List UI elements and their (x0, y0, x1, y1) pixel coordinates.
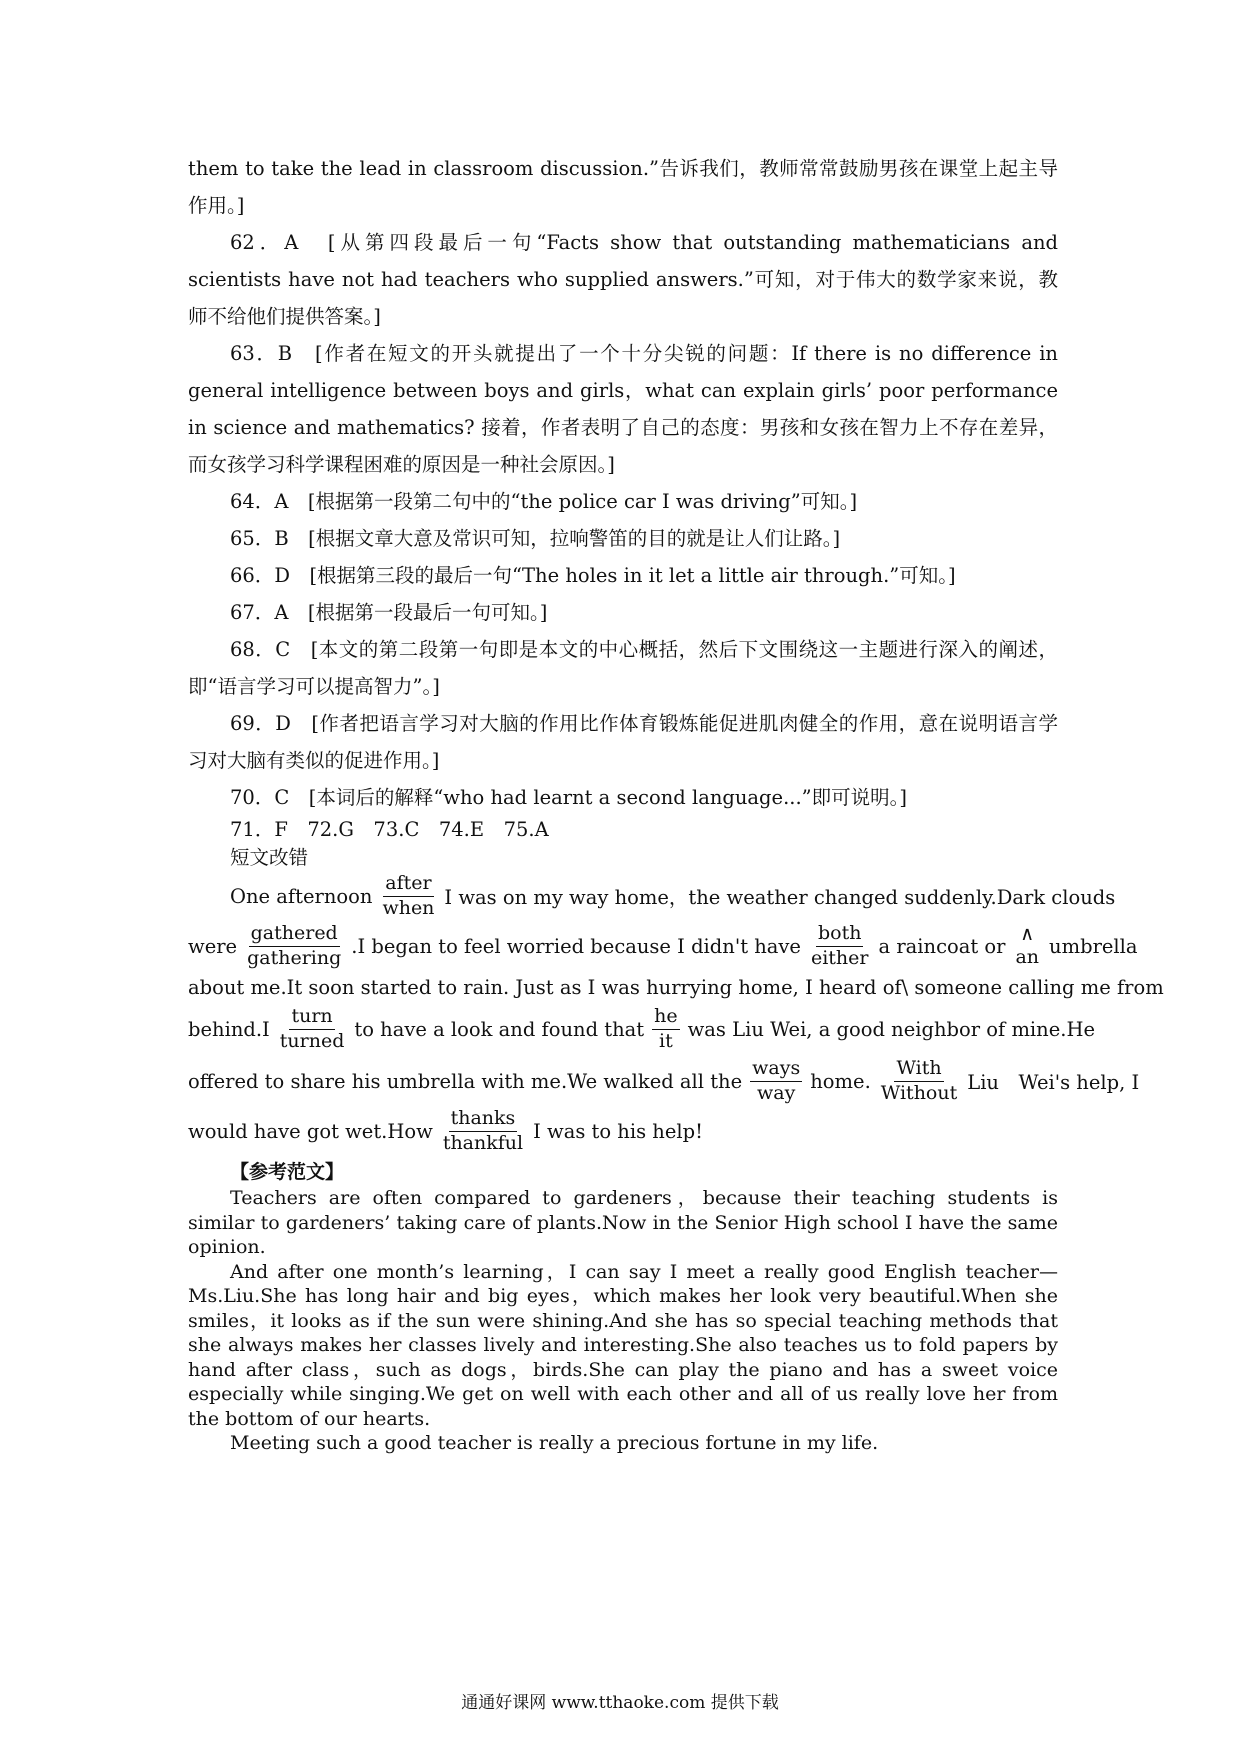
essay-paragraph-3: Meeting such a good teacher is really a precious fortune in my life. (230, 1432, 879, 1454)
answer-65: 65．B [根据文章大意及常识可知，拉响警笛的目的就是让人们让路。] (230, 527, 841, 550)
correction-line-3: about me.It soon started to rain. Just as I was hurrying home, I heard of\ someone calling me from (188, 975, 1164, 999)
answer-67: 67．A [根据第一段最后一句可知。] (230, 601, 548, 624)
answer-62: 62．A [从第四段最后一句“Facts show that outstanding mathematicians and scientists have not had teachers who supplied answers.”可知，对于伟大的数学家来说，教师不给他们提供答案。] (188, 231, 1058, 328)
answer-69: 69．D [作者把语言学习对大脑的作用比作体育锻炼能促进肌肉健全的作用，意在说明语言学习对大脑有类似的促进作用。] (188, 712, 1058, 772)
answer-70: 70．C [本词后的解释“who had learnt a second language...”即可说明。] (230, 786, 907, 809)
answer-continuation: them to take the lead in classroom discussion.”告诉我们，教师常常鼓励男孩在课堂上起主导作用。] (188, 157, 1058, 217)
correction-heading: 短文改错 (230, 846, 309, 869)
correction-line-1: One afternoon $\frac{\text{after}}{\text{when}}$ I was on my way home，the weather changed suddenly.Dark clouds (230, 871, 1116, 919)
essay-heading: 【参考范文】 (230, 1161, 345, 1183)
essay-paragraph-1: Teachers are often compared to gardeners，because their teaching students is similar to gardeners’ taking care of plants.Now in the Senior High school I have the same opinion. (188, 1187, 1058, 1258)
answer-66: 66．D [根据第三段的最后一句“The holes in it let a little air through.”可知。] (230, 564, 956, 587)
correction-mark: $\frac{\text{ways}}{\text{way}}$ (752, 1056, 801, 1104)
correction-mark: $\frac{\text{gathered}}{\text{gathering}}$ (247, 921, 342, 969)
insertion-mark: ∧ an (1015, 923, 1040, 968)
page-footer: 通通好课网 www.tthaoke.com 提供下载 (461, 1693, 779, 1713)
answer-71-75: 71．F 72.G 73.C 74.E 75.A (230, 818, 549, 841)
correction-mark: $\frac{\text{both}}{\text{either}}$ (810, 921, 869, 969)
correction-line-2: were $\frac{\text{gathered}}{\text{gathering}}$ .I began to feel worried because I didn't have $\frac{\text{both}}{\text{either}}$ a raincoat or ∧ an umbrella (188, 921, 1138, 969)
correction-mark: $\frac{\text{With}}{\text{Without}}$ (880, 1056, 958, 1104)
correction-passage (188, 871, 1164, 1156)
correction-mark: $\frac{\text{after}}{\text{when}}$ (382, 871, 435, 919)
correction-mark: $\frac{\text{turn}}{\text{turned}}$ (279, 1004, 345, 1052)
answer-64: 64．A [根据第一段第二句中的“the police car I was driving”可知。] (230, 490, 858, 513)
correction-line-4: behind.I $\frac{\text{turn}}{\text{turned}}$ to have a look and found that $\frac{he}{it}$ was Liu Wei, a good neighbor of mine.He (188, 1004, 1096, 1052)
correction-mark: $\frac{\text{thanks}}{\text{thankful}}$ (442, 1106, 524, 1154)
answer-68: 68．C [本文的第二段第一句即是本文的中心概括，然后下文围绕这一主题进行深入的阐述，即“语言学习可以提高智力”。] (188, 638, 1058, 698)
sample-essay (188, 1158, 1058, 1456)
answer-page (188, 150, 1164, 1456)
correction-mark: $\frac{he}{it}$ (654, 1004, 678, 1052)
essay-paragraph-2: And after one month’s learning，I can say I meet a really good English teacher—Ms.Liu.She has long hair and big eyes，which makes her look very beautiful.When she smiles，it looks as if the sun were shining.And she has so special teaching methods that she always makes her classes lively and interesting.She also teaches us to fold papers by hand after class，such as dogs，birds.She can play the piano and has a sweet voice especially while singing.We get on well with each other and all of us really love her from the bottom of our hearts. (188, 1260, 1058, 1430)
answer-63: 63．B [作者在短文的开头就提出了一个十分尖锐的问题：If there is no difference in general intelligence between boys and girls，what can explain girls’ poor performance in science and mathematics? 接着，作者表明了自己的态度：男孩和女孩在智力上不存在差异，而女孩学习科学课程困难的原因是一种社会原因。] (188, 342, 1058, 476)
correction-line-6: would have got wet.How $\frac{\text{thanks}}{\text{thankful}}$ I was to his help! (188, 1106, 703, 1154)
correction-line-5: offered to share his umbrella with me.We walked all the $\frac{\text{ways}}{\text{way}}$ home. $\frac{\text{With}}{\text{Without}}$ Liu Wei's help, I (188, 1056, 1140, 1104)
